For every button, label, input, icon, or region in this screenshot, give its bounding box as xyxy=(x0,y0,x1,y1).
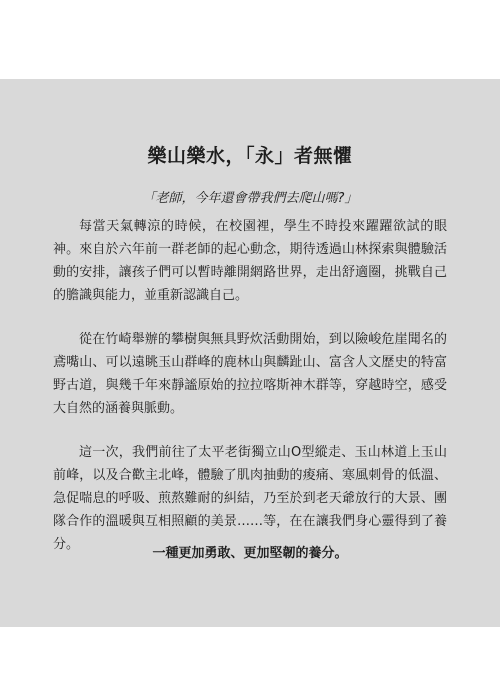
article-title: 樂山樂水，「永」者無懼 xyxy=(147,145,353,167)
paragraph-3: 這一次，我們前往了太平老街獨立山O型縱走、玉山林道上玉山前峰，以及合歡主北峰，體驗了肌肉抽動的痠痛、寒風刺骨的低溫、急促喘息的呼吸、煎熬難耐的糾結，乃至於到老天爺放行的大景、團隊合作的溫暖與互相照顧的美景……等，在在讓我們身心靈得到了養分。 xyxy=(53,445,447,552)
paragraph-1: 每當天氣轉涼的時候，在校園裡，學生不時投來躍躍欲試的眼神。來自於六年前一群老師的起心動念，期待透過山林探索與體驗活動的安排，讓孩子們可以暫時離開網路世界，走出舒適圈，挑戰自己的膽識與能力，並重新認識自己。 xyxy=(53,219,447,303)
paragraph-2: 從在竹崎舉辦的攀樹與無具野炊活動開始，到以險峻危崖聞名的鳶嘴山、可以遠眺玉山群峰的鹿林山與麟趾山、富含人文歷史的特富野古道，與幾千年來靜謐原始的拉拉喀斯神木群等，穿越時空，感受大自然的涵養與脈動。 xyxy=(53,332,447,416)
article-subtitle: 「老師，今年還會帶我們去爬山嗎?」 xyxy=(142,191,358,206)
article-body xyxy=(53,215,447,577)
article-panel xyxy=(0,79,500,627)
closing-line: 一種更加勇敢、更加堅韌的養分。 xyxy=(152,546,348,561)
